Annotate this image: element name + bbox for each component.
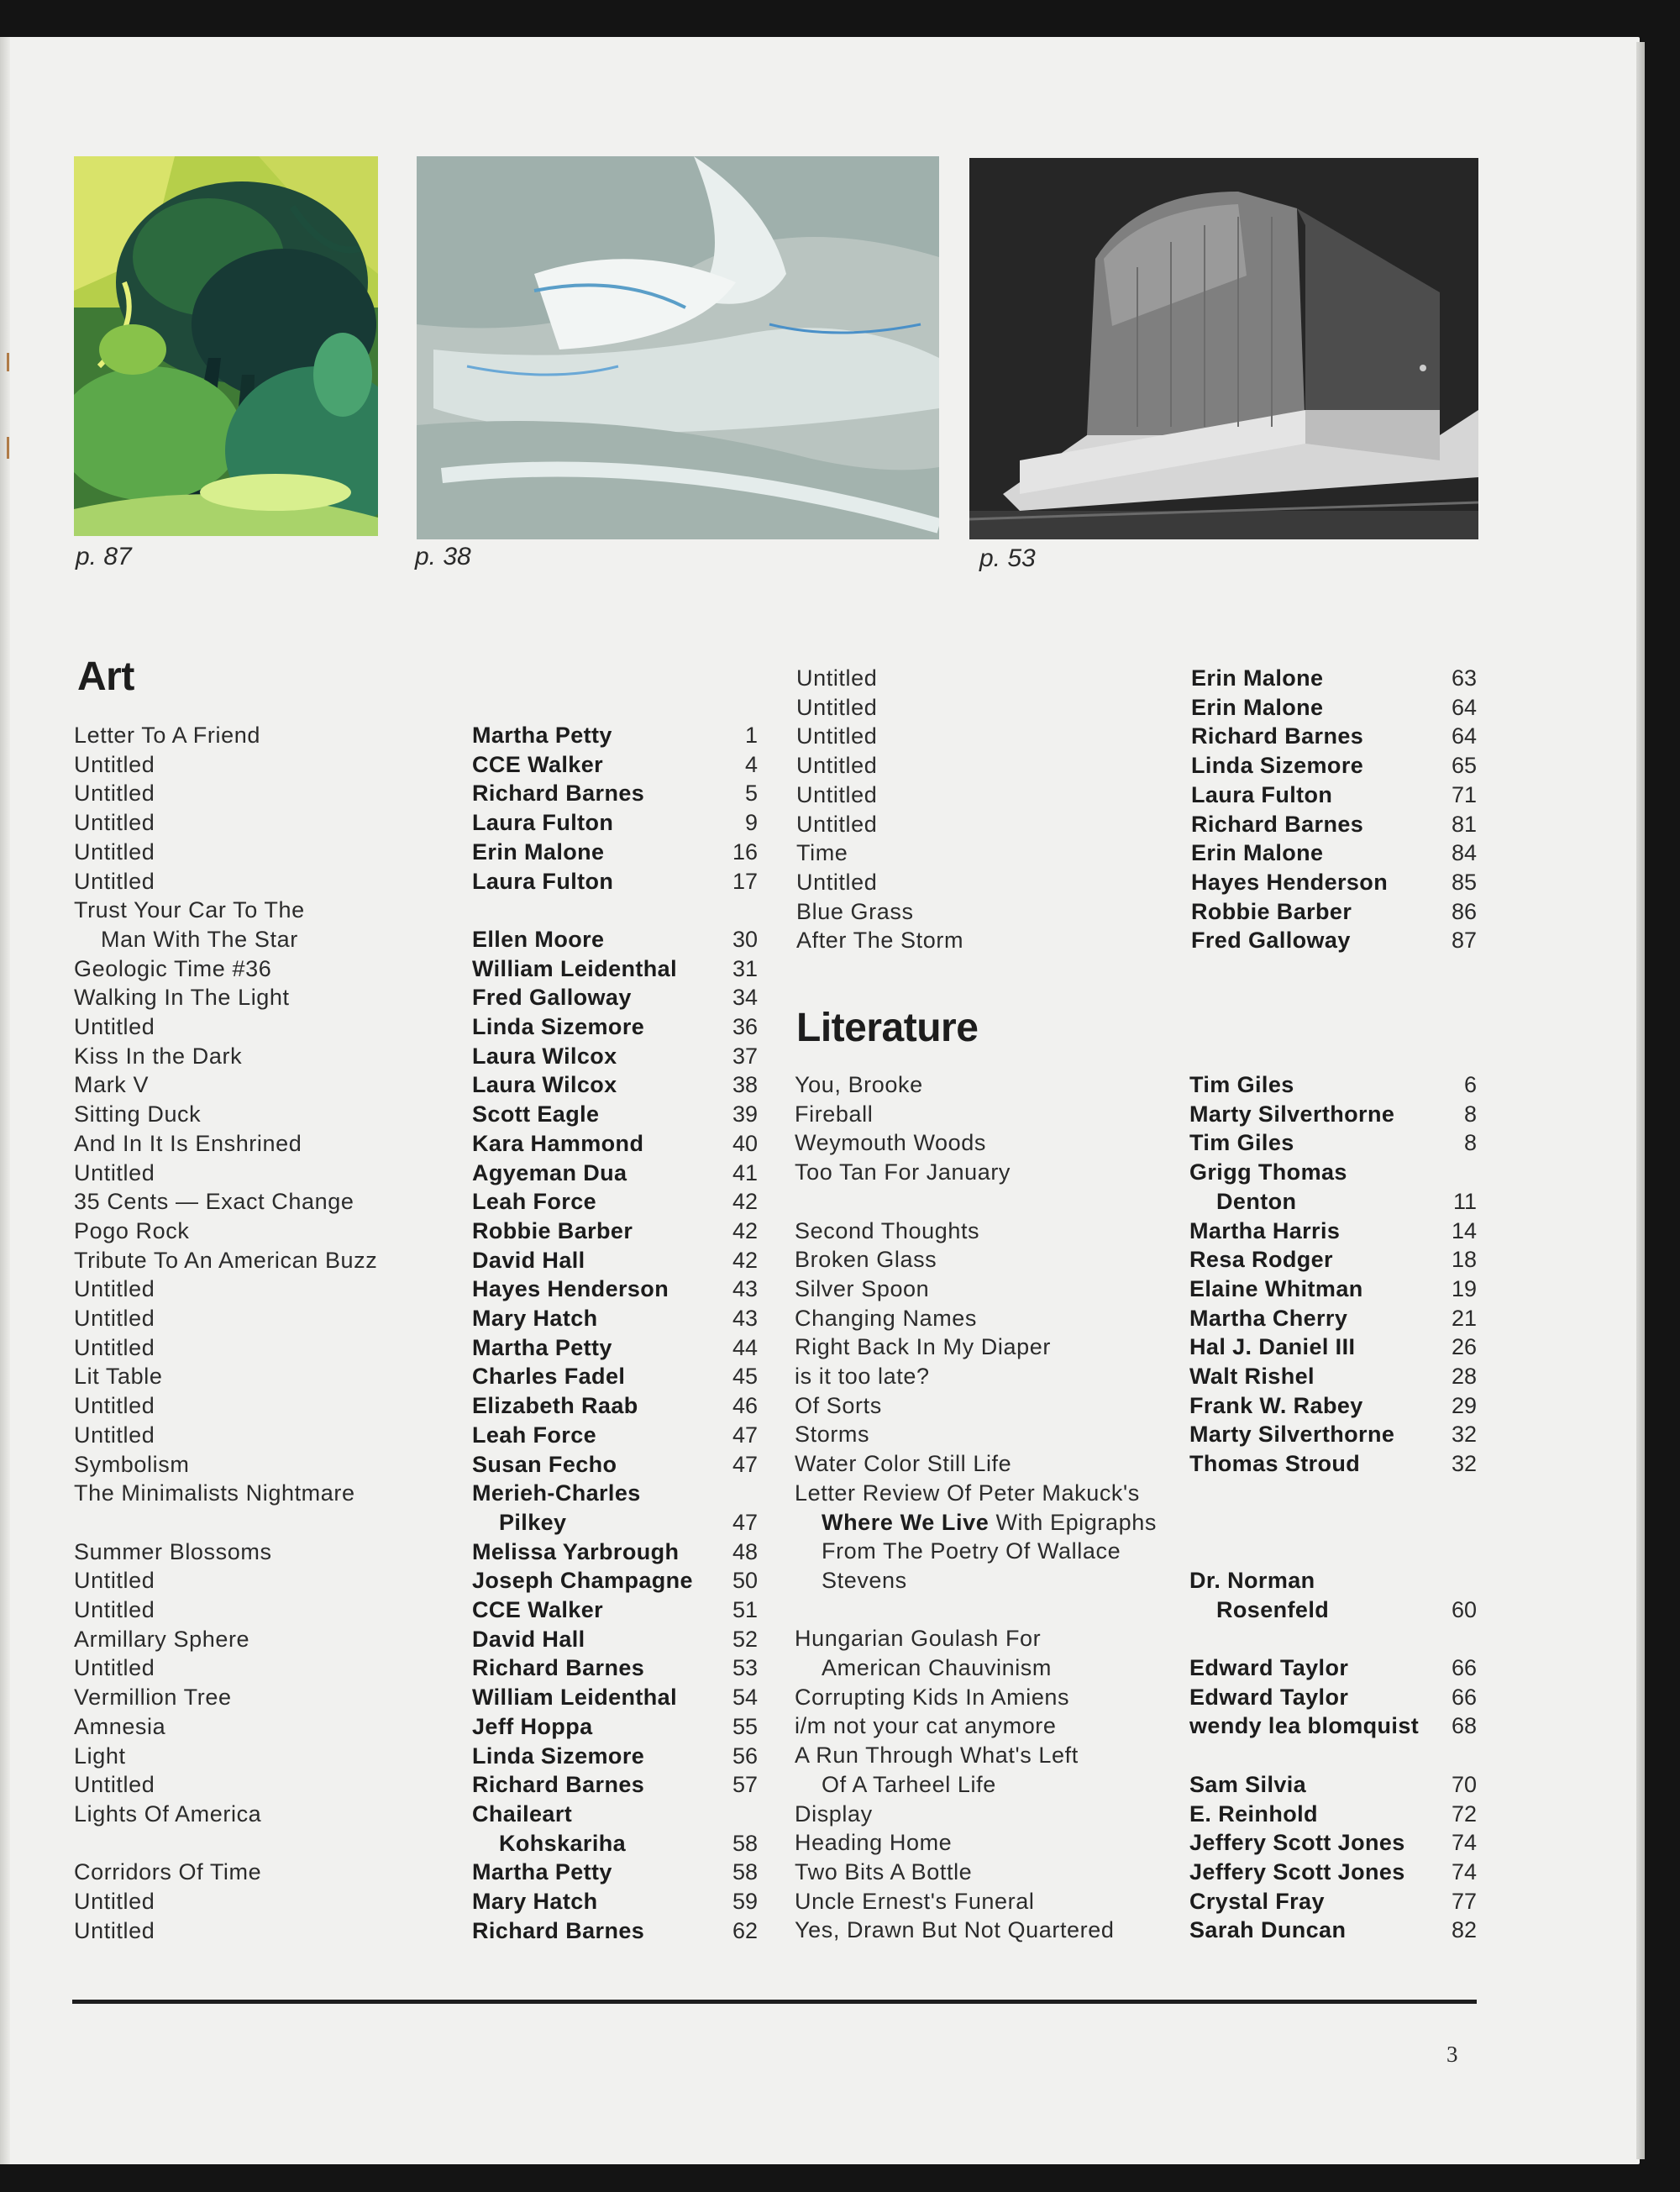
entry-author: Richard Barnes: [1191, 811, 1364, 837]
toc-entry: [0, 1362, 1680, 1390]
entry-page-number: 54: [732, 1685, 758, 1711]
entry-author: Laura Fulton: [472, 868, 614, 894]
entry-page-number: 38: [732, 1072, 758, 1098]
entry-author: Mary Hatch: [472, 1889, 598, 1914]
toc-entry: [0, 1711, 1680, 1740]
entry-page-number: 17: [732, 868, 758, 894]
entry-page-number: 16: [732, 838, 758, 865]
entry-author: Leah Force: [472, 1189, 597, 1215]
entry-author: Mary Hatch: [472, 1306, 598, 1331]
toc-entry: [0, 1391, 1680, 1420]
entry-author: Richard Barnes: [472, 781, 645, 807]
entry-title: Two Bits A Bottle: [795, 1858, 973, 1884]
entry-title: Untitled: [74, 781, 155, 807]
entry-title: Geologic Time #36: [74, 955, 272, 981]
entry-page-number: 74: [1451, 1858, 1477, 1884]
entry-title: You, Brooke: [795, 1072, 923, 1097]
entry-title: American Chauvinism: [822, 1655, 1052, 1680]
entry-author: Erin Malone: [1191, 694, 1324, 720]
entry-author: Martha Petty: [472, 723, 612, 748]
entry-author: Richard Barnes: [472, 1917, 645, 1943]
entry-author: Martha Petty: [472, 1334, 612, 1360]
toc-entry: [0, 926, 1680, 954]
entry-page-number: 44: [732, 1334, 758, 1360]
entry-author: Martha Cherry: [1189, 1305, 1348, 1331]
entry-page-number: 60: [1451, 1596, 1477, 1622]
entry-page-number: 77: [1451, 1888, 1477, 1914]
entry-author: Jeffery Scott Jones: [1189, 1830, 1405, 1856]
toc-entry: [0, 1012, 1680, 1041]
entry-author: Dr. Norman: [1189, 1567, 1315, 1593]
entry-title: Untitled: [74, 810, 155, 836]
entry-title: Right Back In My Diaper: [795, 1334, 1051, 1360]
toc-entry: [0, 693, 1680, 722]
entry-page-number: 68: [1451, 1713, 1477, 1739]
toc-entry: [0, 1217, 1680, 1245]
entry-author: Agyeman Dua: [472, 1159, 627, 1185]
entry-author: Joseph Champagne: [472, 1568, 693, 1594]
toc-entry: [0, 1187, 1680, 1216]
entry-page-number: 52: [732, 1626, 758, 1652]
entry-title: Untitled: [796, 781, 878, 807]
entry-title: Amnesia: [74, 1713, 166, 1739]
entry-title: Heading Home: [795, 1830, 953, 1856]
caption-p87: p. 87: [76, 543, 132, 570]
entry-page-number: 71: [1451, 781, 1477, 807]
entry-page-number: 43: [732, 1276, 758, 1302]
entry-page-number: 85: [1451, 869, 1477, 895]
entry-title: Second Thoughts: [795, 1217, 980, 1243]
entry-author: Kara Hammond: [472, 1130, 644, 1156]
entry-author: Laura Wilcox: [472, 1043, 617, 1069]
entry-title: After The Storm: [796, 928, 964, 954]
entry-page-number: 55: [732, 1713, 758, 1739]
toc-entry: [0, 1916, 1680, 1944]
entry-title: Corridors Of Time: [74, 1859, 262, 1885]
entry-title: Sitting Duck: [74, 1101, 202, 1128]
entry-author: Leah Force: [472, 1422, 597, 1448]
caption-p38: p. 38: [415, 543, 471, 570]
entry-author: Linda Sizemore: [472, 1014, 645, 1039]
entry-page-number: 87: [1451, 928, 1477, 954]
entry-author: Robbie Barber: [1191, 898, 1352, 924]
entry-title: 35 Cents — Exact Change: [74, 1189, 354, 1215]
entry-author: Edward Taylor: [1189, 1684, 1349, 1710]
entry-author: William Leidenthal: [472, 955, 677, 981]
entry-title: Mark V: [74, 1072, 150, 1098]
entry-title: Untitled: [74, 1276, 155, 1302]
entry-page-number: 57: [732, 1772, 758, 1798]
page-number: 3: [1446, 2042, 1458, 2067]
entry-author: Richard Barnes: [1191, 723, 1364, 749]
entry-page-number: 26: [1451, 1334, 1477, 1360]
toc-entry: [0, 1479, 1680, 1507]
entry-page-number: 66: [1451, 1655, 1477, 1680]
entry-author: Marty Silverthorne: [1189, 1101, 1395, 1127]
entry-author: Jeff Hoppa: [472, 1713, 593, 1739]
entry-title: Untitled: [74, 1306, 155, 1331]
entry-author: David Hall: [472, 1626, 585, 1652]
entry-author: Marty Silverthorne: [1189, 1422, 1395, 1448]
entry-author: Resa Rodger: [1189, 1247, 1333, 1273]
entry-title: Hungarian Goulash For: [795, 1626, 1042, 1652]
entry-page-number: 11: [1452, 1188, 1477, 1214]
entry-author: Rosenfeld: [1216, 1596, 1330, 1622]
entry-page-number: 21: [1451, 1305, 1477, 1331]
entry-page-number: 29: [1451, 1392, 1477, 1418]
entry-title: is it too late?: [795, 1364, 930, 1389]
entry-title: Man With The Star: [101, 926, 298, 952]
entry-page-number: 47: [732, 1451, 758, 1477]
entry-title: Of A Tarheel Life: [822, 1771, 996, 1797]
entry-page-number: 58: [732, 1859, 758, 1885]
entry-author: Crystal Fray: [1189, 1888, 1325, 1914]
entry-page-number: 42: [732, 1189, 758, 1215]
entry-title: Light: [74, 1743, 126, 1769]
entry-title: Untitled: [74, 1159, 155, 1185]
entry-title: And In It Is Enshrined: [74, 1130, 302, 1156]
entry-title: Kiss In the Dark: [74, 1043, 243, 1069]
toc-entry: [0, 1158, 1680, 1186]
toc-entry: [0, 1624, 1680, 1653]
artwork-tree-painting: [74, 156, 378, 536]
entry-author: Erin Malone: [1191, 840, 1324, 866]
entry-title: Untitled: [74, 1393, 155, 1419]
entry-author: Jeffery Scott Jones: [1189, 1858, 1405, 1884]
entry-author: Pilkey: [499, 1509, 567, 1535]
toc-entry: [0, 1887, 1680, 1916]
entry-page-number: 1: [744, 723, 758, 748]
toc-entry: [0, 1449, 1680, 1478]
entry-author: Sarah Duncan: [1189, 1917, 1347, 1943]
entry-page-number: 6: [1463, 1072, 1477, 1097]
entry-page-number: 34: [732, 985, 758, 1011]
entry-page-number: 5: [744, 781, 758, 807]
entry-title: Untitled: [74, 838, 155, 865]
entry-page-number: 56: [732, 1743, 758, 1769]
entry-author: Merieh-Charles: [472, 1480, 641, 1506]
entry-title: Letter Review Of Peter Makuck's: [795, 1480, 1140, 1506]
entry-author: Hayes Henderson: [1191, 869, 1389, 895]
entry-author: Frank W. Rabey: [1189, 1392, 1363, 1418]
entry-author: Charles Fadel: [472, 1364, 626, 1390]
entry-page-number: 14: [1451, 1217, 1477, 1243]
entry-author: Edward Taylor: [1189, 1655, 1349, 1680]
entry-title: Pogo Rock: [74, 1217, 190, 1243]
entry-author: Richard Barnes: [472, 1655, 645, 1681]
toc-entry: [0, 722, 1680, 750]
toc-entry: [0, 1800, 1680, 1828]
entry-page-number: 39: [732, 1101, 758, 1128]
entry-title: Storms: [795, 1422, 870, 1448]
entry-page-number: 4: [744, 751, 758, 777]
toc-entry: [0, 1741, 1680, 1769]
entry-author: Martha Harris: [1189, 1217, 1341, 1243]
entry-page-number: 8: [1463, 1101, 1477, 1127]
entry-author: Laura Fulton: [472, 810, 614, 836]
entry-page-number: 65: [1451, 753, 1477, 779]
entry-page-number: 43: [732, 1306, 758, 1331]
entry-title: Untitled: [796, 723, 878, 749]
entry-title: Letter To A Friend: [74, 723, 260, 748]
entry-title: Fireball: [795, 1101, 874, 1127]
toc-entry: [0, 1828, 1680, 1857]
entry-title: Untitled: [74, 1772, 155, 1798]
entry-page-number: 46: [732, 1393, 758, 1419]
entry-title: Weymouth Woods: [795, 1130, 986, 1156]
entry-title: Too Tan For January: [795, 1159, 1011, 1185]
toc-entry: [0, 781, 1680, 809]
entry-title: Stevens: [822, 1567, 907, 1593]
entry-author: Robbie Barber: [472, 1217, 633, 1243]
entry-author: Erin Malone: [472, 838, 605, 865]
entry-title: Walking In The Light: [74, 985, 290, 1011]
entry-page-number: 31: [732, 955, 758, 981]
entry-title: Yes, Drawn But Not Quartered: [795, 1917, 1115, 1943]
entry-author: CCE Walker: [472, 1597, 604, 1622]
artwork-abstract-figure: [417, 156, 939, 539]
entry-title: Changing Names: [795, 1305, 978, 1331]
toc-entry: [0, 751, 1680, 780]
entry-title: Time: [796, 840, 848, 866]
entry-author: Kohskariha: [499, 1830, 627, 1856]
entry-page-number: 19: [1451, 1275, 1477, 1301]
toc-entry: [0, 983, 1680, 1012]
entry-author: Tim Giles: [1189, 1130, 1294, 1156]
entry-page-number: 51: [732, 1597, 758, 1622]
entry-page-number: 45: [732, 1364, 758, 1390]
entry-page-number: 42: [732, 1247, 758, 1273]
entry-page-number: 66: [1451, 1684, 1477, 1710]
entry-page-number: 32: [1451, 1451, 1477, 1477]
entry-page-number: 82: [1451, 1917, 1477, 1943]
entry-page-number: 64: [1451, 694, 1477, 720]
entry-author: Laura Fulton: [1191, 781, 1333, 807]
entry-title: Uncle Ernest's Funeral: [795, 1888, 1035, 1914]
entry-author: Denton: [1216, 1188, 1297, 1214]
toc-entry: [0, 1128, 1680, 1157]
entry-page-number: 36: [732, 1014, 758, 1039]
toc-entry: [0, 810, 1680, 838]
entry-title: Untitled: [796, 753, 878, 779]
entry-page-number: 86: [1451, 898, 1477, 924]
artwork-barn-photograph: [969, 158, 1478, 539]
entry-title: Of Sorts: [795, 1392, 882, 1418]
entry-author: Martha Petty: [472, 1859, 612, 1885]
entry-author: Sam Silvia: [1189, 1771, 1307, 1797]
entry-title: Armillary Sphere: [74, 1626, 250, 1652]
entry-title: The Minimalists Nightmare: [74, 1480, 355, 1506]
art-heading: Art: [77, 654, 134, 699]
entry-title: Vermillion Tree: [74, 1685, 232, 1711]
entry-title: Untitled: [74, 1334, 155, 1360]
entry-page-number: 63: [1451, 665, 1477, 691]
entry-page-number: 72: [1451, 1800, 1477, 1827]
entry-author: Melissa Yarbrough: [472, 1538, 680, 1564]
entry-page-number: 64: [1451, 723, 1477, 749]
entry-title: Untitled: [796, 694, 878, 720]
entry-page-number: 59: [732, 1889, 758, 1914]
entry-title: Summer Blossoms: [74, 1538, 272, 1564]
entry-title: Broken Glass: [795, 1247, 937, 1273]
toc-entry: [0, 1333, 1680, 1361]
entry-title: Lit Table: [74, 1364, 163, 1390]
entry-title: Lights Of America: [74, 1800, 262, 1827]
entry-title: Untitled: [796, 869, 878, 895]
toc-entry: [0, 1566, 1680, 1595]
entry-page-number: 58: [732, 1830, 758, 1856]
entry-page-number: 47: [732, 1509, 758, 1535]
entry-author: Hayes Henderson: [472, 1276, 669, 1302]
entry-author: Erin Malone: [1191, 665, 1324, 691]
entry-title: Display: [795, 1800, 873, 1827]
toc-entry: [0, 1070, 1680, 1099]
toc-entry: [0, 1770, 1680, 1799]
entry-author: Thomas Stroud: [1189, 1451, 1361, 1477]
entry-author: E. Reinhold: [1189, 1800, 1318, 1827]
entry-page-number: 41: [732, 1159, 758, 1185]
toc-entry: [0, 838, 1680, 867]
toc-entry: [0, 1304, 1680, 1333]
entry-title: Untitled: [796, 811, 878, 837]
entry-author: CCE Walker: [472, 751, 604, 777]
toc-entry: [0, 1042, 1680, 1070]
entry-title: From The Poetry Of Wallace: [822, 1538, 1121, 1564]
entry-author: Walt Rishel: [1189, 1364, 1315, 1389]
toc-entry: [0, 664, 1680, 692]
entry-title: Untitled: [74, 751, 155, 777]
entry-page-number: 9: [744, 810, 758, 836]
entry-title: Tribute To An American Buzz: [74, 1247, 378, 1273]
toc-entry: [0, 1858, 1680, 1886]
entry-author: Elaine Whitman: [1189, 1275, 1363, 1301]
toc-entry: [0, 1245, 1680, 1274]
entry-title: Untitled: [74, 1655, 155, 1681]
entry-title: Untitled: [74, 1422, 155, 1448]
entry-page-number: 32: [1451, 1422, 1477, 1448]
entry-title: Untitled: [74, 1917, 155, 1943]
toc-entry: [0, 868, 1680, 896]
entry-page-number: 62: [732, 1917, 758, 1943]
entry-title: Untitled: [796, 665, 878, 691]
entry-page-number: 47: [732, 1422, 758, 1448]
caption-p53: p. 53: [979, 544, 1036, 572]
entry-author: Linda Sizemore: [1191, 753, 1364, 779]
entry-page-number: 84: [1451, 840, 1477, 866]
entry-page-number: 74: [1451, 1830, 1477, 1856]
entry-title: Untitled: [74, 1597, 155, 1622]
toc-entry: [0, 1537, 1680, 1565]
toc-entry: [0, 1275, 1680, 1303]
toc-entry: [0, 1100, 1680, 1128]
entry-page-number: 70: [1451, 1771, 1477, 1797]
entry-title: Untitled: [74, 1568, 155, 1594]
entry-title: [795, 1508, 1157, 1537]
entry-title: Untitled: [74, 1014, 155, 1039]
entry-title-bold: Where We Live: [822, 1509, 990, 1535]
entry-author: Richard Barnes: [472, 1772, 645, 1798]
entry-title: Silver Spoon: [795, 1275, 930, 1301]
entry-author: Fred Galloway: [472, 985, 632, 1011]
binding-mark: [7, 437, 9, 459]
entry-author: Tim Giles: [1189, 1072, 1294, 1097]
entry-title: Blue Grass: [796, 898, 914, 924]
toc-entry: [0, 1595, 1680, 1624]
entry-page-number: 50: [732, 1568, 758, 1594]
entry-author: Chaileart: [472, 1800, 573, 1827]
toc-entry: [0, 1683, 1680, 1711]
entry-title: Water Color Still Life: [795, 1451, 1012, 1477]
entry-page-number: 30: [732, 926, 758, 952]
toc-entry: [0, 897, 1680, 926]
entry-title-rest: With Epigraphs: [989, 1509, 1157, 1535]
entry-author: Linda Sizemore: [472, 1743, 645, 1769]
literature-heading: Literature: [796, 1006, 979, 1050]
entry-page-number: 48: [732, 1538, 758, 1564]
footer-rule: [72, 2000, 1477, 2004]
entry-title: Untitled: [74, 868, 155, 894]
binding-mark: [7, 353, 9, 371]
entry-author: Elizabeth Raab: [472, 1393, 638, 1419]
entry-author: wendy lea blomquist: [1189, 1713, 1420, 1739]
toc-entry: [0, 1653, 1680, 1682]
entry-page-number: 28: [1451, 1364, 1477, 1389]
entry-page-number: 53: [732, 1655, 758, 1681]
toc-entry: [0, 1420, 1680, 1448]
toc-entry: [0, 1508, 1680, 1537]
entry-page-number: 42: [732, 1217, 758, 1243]
entry-title: Corrupting Kids In Amiens: [795, 1684, 1070, 1710]
entry-author: Fred Galloway: [1191, 928, 1351, 954]
entry-title: Symbolism: [74, 1451, 190, 1477]
entry-page-number: 18: [1451, 1247, 1477, 1273]
entry-author: William Leidenthal: [472, 1685, 677, 1711]
entry-author: David Hall: [472, 1247, 585, 1273]
entry-page-number: 40: [732, 1130, 758, 1156]
entry-title: Trust Your Car To The: [74, 897, 305, 923]
entry-page-number: 81: [1451, 811, 1477, 837]
entry-page-number: 8: [1463, 1130, 1477, 1156]
entry-author: Scott Eagle: [472, 1101, 600, 1128]
entry-author: Laura Wilcox: [472, 1072, 617, 1098]
entry-title: i/m not your cat anymore: [795, 1713, 1057, 1739]
entry-author: Hal J. Daniel III: [1189, 1334, 1356, 1360]
entry-title: A Run Through What's Left: [795, 1743, 1079, 1769]
entry-author: Ellen Moore: [472, 926, 605, 952]
entry-author: Grigg Thomas: [1189, 1159, 1347, 1185]
entry-title: Untitled: [74, 1889, 155, 1914]
toc-entry: [0, 954, 1680, 983]
entry-author: Susan Fecho: [472, 1451, 617, 1477]
entry-page-number: 37: [732, 1043, 758, 1069]
